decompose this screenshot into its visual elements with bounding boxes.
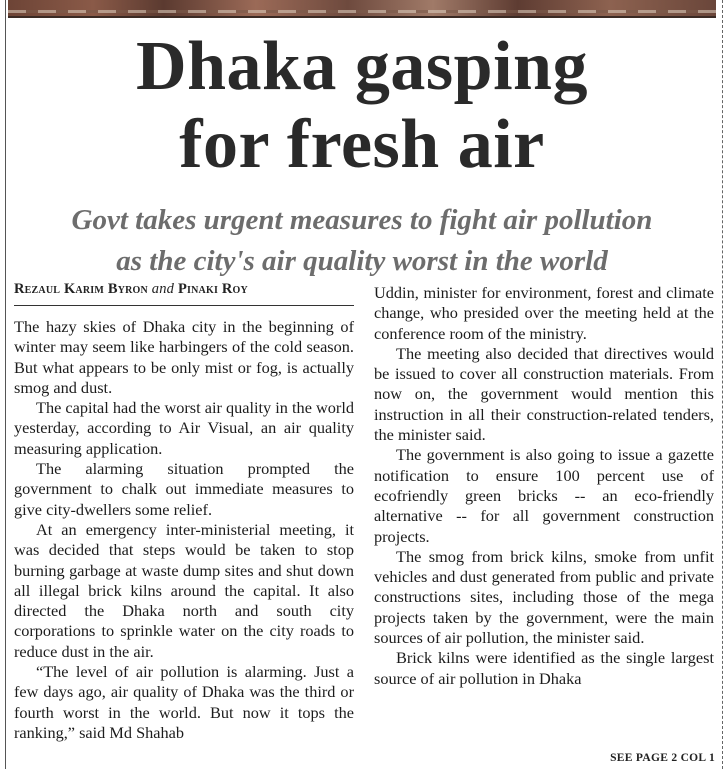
right-column-dashed-rule: [722, 0, 723, 769]
byline-and: and: [151, 281, 175, 297]
paragraph: “The level of air pollution is alarming. Just a few days ago, air quality of Dhaka was the third or fourth worst in the world. But now it tops the ranking,” said Md Shahab: [14, 662, 354, 742]
article-column-1: [14, 317, 354, 743]
paragraph: The meeting also decided that directives would be issued to cover all construction materials. From now on, the government would mention this instruction in all their construction-related tenders, the minister said.: [374, 343, 714, 445]
subheadline-line-2: as the city's air quality worst in the world: [116, 245, 608, 277]
paragraph: Brick kilns were identified as the single largest source of air pollution in Dhaka: [374, 648, 714, 688]
continuation-jump-link[interactable]: SEE PAGE 2 COL 1: [610, 752, 715, 764]
paragraph: The hazy skies of Dhaka city in the beginning of winter may seem like harbingers of the cold season. But what appears to be only mist or fog, is actually smog and dust.: [14, 317, 354, 397]
top-photo-strip: [8, 0, 716, 18]
paragraph: At an emergency inter-ministerial meeting, it was decided that steps would be taken to stop burning garbage at waste dump sites and shut down all illegal brick kilns around the capital. It also directed the Dhaka north and south city corporations to sprinkle water on the city roads to reduce dust in the air.: [14, 519, 354, 661]
headline: [20, 28, 704, 184]
paragraph: The smog from brick kilns, smoke from unfit vehicles and dust generated from public and private constructions sites, including those of the mega projects taken by the government, were the main sources of air pollution, the minister said.: [374, 546, 714, 648]
byline: [14, 281, 354, 298]
left-column-rule: [5, 0, 6, 769]
subheadline-line-1: Govt takes urgent measures to fight air pollution: [71, 204, 653, 236]
byline-author-2: Pinaki Roy: [177, 281, 248, 297]
byline-author-1: Rezaul Karim Byron: [14, 281, 148, 297]
article-column-2: [374, 283, 714, 689]
byline-rule: [14, 305, 354, 306]
paragraph: The alarming situation prompted the government to chalk out immediate measures to give city-dwellers some relief.: [14, 459, 354, 519]
subheadline: [14, 200, 710, 282]
paragraph: Uddin, minister for environment, forest and climate change, who presided over the meeting held at the conference room of the ministry.: [374, 283, 714, 343]
paragraph: The capital had the worst air quality in the world yesterday, according to Air Visual, an air quality measuring application.: [14, 398, 354, 458]
paragraph: The government is also going to issue a gazette notification to ensure 100 percent use of ecofriendly green bricks -- an eco-friendly alternative -- for all government construction projects.: [374, 445, 714, 546]
headline-line-1: Dhaka gasping: [136, 28, 588, 105]
headline-line-2: for fresh air: [179, 106, 545, 183]
